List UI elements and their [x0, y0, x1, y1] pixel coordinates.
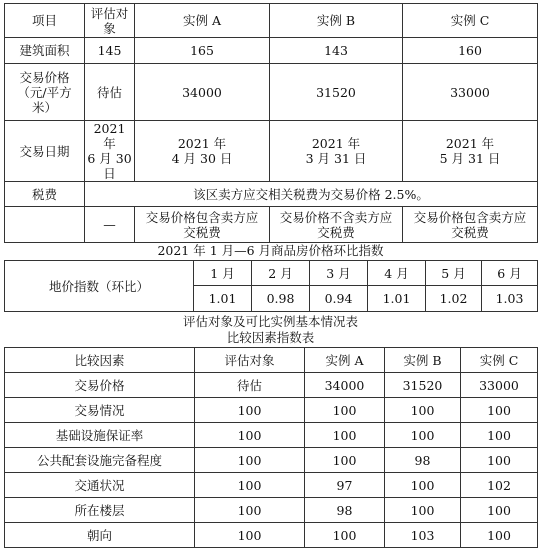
header-cell: 实例 A: [135, 4, 270, 38]
table-cell: 33000: [403, 64, 538, 121]
table-cell: 33000: [461, 373, 538, 398]
table-row: [5, 373, 538, 398]
month-cell: 5 月: [426, 261, 482, 286]
row-label: 交易日期: [5, 121, 85, 182]
row-label: 交易价格: [5, 373, 195, 398]
table-cell: 31520: [270, 64, 403, 121]
table-cell: 2021 年 6 月 30 日: [85, 121, 135, 182]
header-cell: 评估对象: [85, 4, 135, 38]
month-cell: 4 月: [368, 261, 426, 286]
table-cell: 97: [305, 473, 385, 498]
table-row: [5, 121, 538, 182]
table-cell: 100: [461, 498, 538, 523]
header-cell: 实例 B: [270, 4, 403, 38]
table-row: [5, 423, 538, 448]
table-cell: 98: [305, 498, 385, 523]
table-cell: 100: [385, 473, 461, 498]
price-index-table: [4, 260, 538, 312]
header-cell: 实例 A: [305, 348, 385, 373]
caption-factor-index: 比较因素指数表: [226, 330, 315, 345]
caption-price-index: 2021 年 1 月—6 月商品房价格环比指数: [157, 243, 384, 258]
table-row: [5, 348, 538, 373]
table-row: [5, 473, 538, 498]
table-cell: 102: [461, 473, 538, 498]
table-cell: 2021 年 3 月 31 日: [270, 121, 403, 182]
table-cell: 34000: [135, 64, 270, 121]
row-label: 交通状况: [5, 473, 195, 498]
table-cell: 100: [195, 448, 305, 473]
row-label: 地价指数（环比）: [5, 261, 194, 312]
table-cell: 160: [403, 38, 538, 64]
table-row: [5, 64, 538, 121]
table-cell: 100: [461, 448, 538, 473]
index-cell: 1.03: [482, 286, 538, 312]
table-cell: 待估: [195, 373, 305, 398]
empty-cell: [5, 207, 85, 243]
table-cell: —: [85, 207, 135, 243]
table-cell: 98: [385, 448, 461, 473]
row-label: 税费: [5, 182, 85, 207]
index-cell: 1.02: [426, 286, 482, 312]
index-cell: 1.01: [368, 286, 426, 312]
index-cell: 1.01: [194, 286, 252, 312]
header-cell: 实例 B: [385, 348, 461, 373]
factor-index-table: [4, 347, 538, 548]
table-cell: 145: [85, 38, 135, 64]
table-cell: 165: [135, 38, 270, 64]
table-row: [5, 523, 538, 548]
index-cell: 0.98: [252, 286, 310, 312]
table-row: [5, 261, 538, 286]
table-cell: 100: [195, 523, 305, 548]
table-row: [5, 448, 538, 473]
table-cell: 2021 年 4 月 30 日: [135, 121, 270, 182]
header-cell: 评估对象: [195, 348, 305, 373]
table-cell: 100: [385, 423, 461, 448]
table-row: [5, 182, 538, 207]
row-label: 公共配套设施完备程度: [5, 448, 195, 473]
table-cell: 143: [270, 38, 403, 64]
table-cell: 100: [305, 448, 385, 473]
table-cell: 2021 年 5 月 31 日: [403, 121, 538, 182]
row-label: 交易价格 （元/平方 米）: [5, 64, 85, 121]
table-row: [5, 38, 538, 64]
table-cell: 待估: [85, 64, 135, 121]
header-cell: 实例 C: [461, 348, 538, 373]
table-row: [5, 4, 538, 38]
table-cell: 交易价格包含卖方应 交税费: [135, 207, 270, 243]
row-label: 基础设施保证率: [5, 423, 195, 448]
table-cell: 34000: [305, 373, 385, 398]
row-label: 交易情况: [5, 398, 195, 423]
row-label: 朝向: [5, 523, 195, 548]
month-cell: 2 月: [252, 261, 310, 286]
table-cell: 100: [195, 398, 305, 423]
table-cell: 100: [461, 523, 538, 548]
table-cell: 31520: [385, 373, 461, 398]
table-cell: 100: [195, 423, 305, 448]
index-cell: 0.94: [310, 286, 368, 312]
table-cell: 100: [461, 398, 538, 423]
table-row: [5, 207, 538, 243]
row-label: 所在楼层: [5, 498, 195, 523]
month-cell: 3 月: [310, 261, 368, 286]
table-cell: 100: [195, 473, 305, 498]
month-cell: 1 月: [194, 261, 252, 286]
table-cell: 交易价格不含卖方应 交税费: [270, 207, 403, 243]
table-cell: 100: [305, 423, 385, 448]
header-cell: 项目: [5, 4, 85, 38]
table-cell: 100: [195, 498, 305, 523]
basic-info-table: [4, 3, 538, 243]
header-cell: 比较因素: [5, 348, 195, 373]
header-cell: 实例 C: [403, 4, 538, 38]
table-row: [5, 498, 538, 523]
caption-basic-info: 评估对象及可比实例基本情况表: [182, 314, 358, 329]
table-cell: 100: [305, 398, 385, 423]
tax-note: 该区卖方应交相关税费为交易价格 2.5%。: [85, 182, 538, 207]
table-cell: 交易价格包含卖方应 交税费: [403, 207, 538, 243]
table-cell: 103: [385, 523, 461, 548]
table-row: [5, 398, 538, 423]
table-cell: 100: [385, 398, 461, 423]
table-cell: 100: [461, 423, 538, 448]
table-cell: 100: [385, 498, 461, 523]
row-label: 建筑面积: [5, 38, 85, 64]
table-cell: 100: [305, 523, 385, 548]
month-cell: 6 月: [482, 261, 538, 286]
